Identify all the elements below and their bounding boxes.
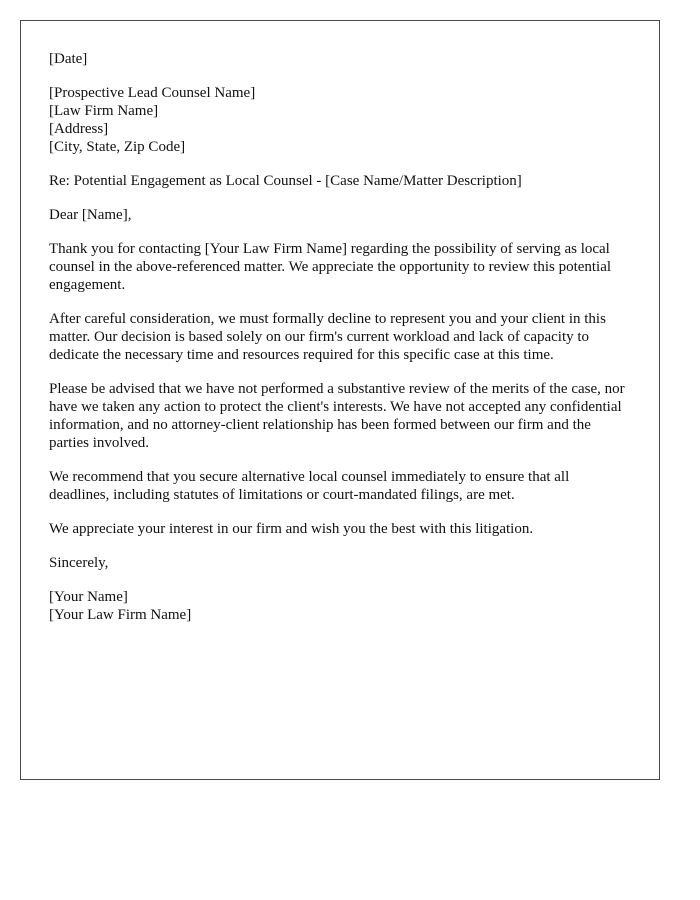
letter-page: [20, 20, 660, 780]
salutation: [49, 206, 631, 224]
signature-name: [Your Name]: [49, 589, 128, 605]
recipient-name: [Prospective Lead Counsel Name]: [49, 85, 256, 101]
recipient-address-block: [49, 84, 631, 156]
body-paragraph-3: Please be advised that we have not performed a substantive review of the merits of the case, nor have we taken any action to protect the client's interests. We have not accepted any confidential information, and no attorney-client relationship has been formed between our firm and the parties involved.: [49, 381, 625, 451]
recipient-city-state-zip: [City, State, Zip Code]: [49, 139, 186, 155]
subject-line: [49, 172, 631, 190]
closing-text: Sincerely,: [49, 555, 109, 571]
body-paragraph-1: Thank you for contacting [Your Law Firm Name] regarding the possibility of serving as local counsel in the above-referenced matter. We appreciate the opportunity to review this potential engagement.: [49, 241, 612, 293]
signature-firm: [Your Law Firm Name]: [49, 607, 192, 623]
recipient-firm: [Law Firm Name]: [49, 103, 159, 119]
recipient-address: [Address]: [49, 121, 109, 137]
body-paragraph-2: After careful consideration, we must formally decline to represent you and your client in this matter. Our decision is based solely on our firm's current workload and lack of capacity to dedicate the necessary time and resources required for this specific case at this time.: [49, 311, 606, 363]
body-paragraph-5: We appreciate your interest in our firm and wish you the best with this litigation.: [49, 521, 534, 537]
closing: [49, 554, 631, 572]
subject-text: Re: Potential Engagement as Local Counsel - [Case Name/Matter Description]: [49, 173, 522, 189]
salutation-text: Dear [Name],: [49, 207, 132, 223]
letter-date: [49, 50, 631, 68]
body-paragraph-4: We recommend that you secure alternative local counsel immediately to ensure that all deadlines, including statutes of limitations or court-mandated filings, are met.: [49, 469, 570, 503]
date-text: [Date]: [49, 51, 88, 67]
signature-block: [49, 588, 631, 624]
